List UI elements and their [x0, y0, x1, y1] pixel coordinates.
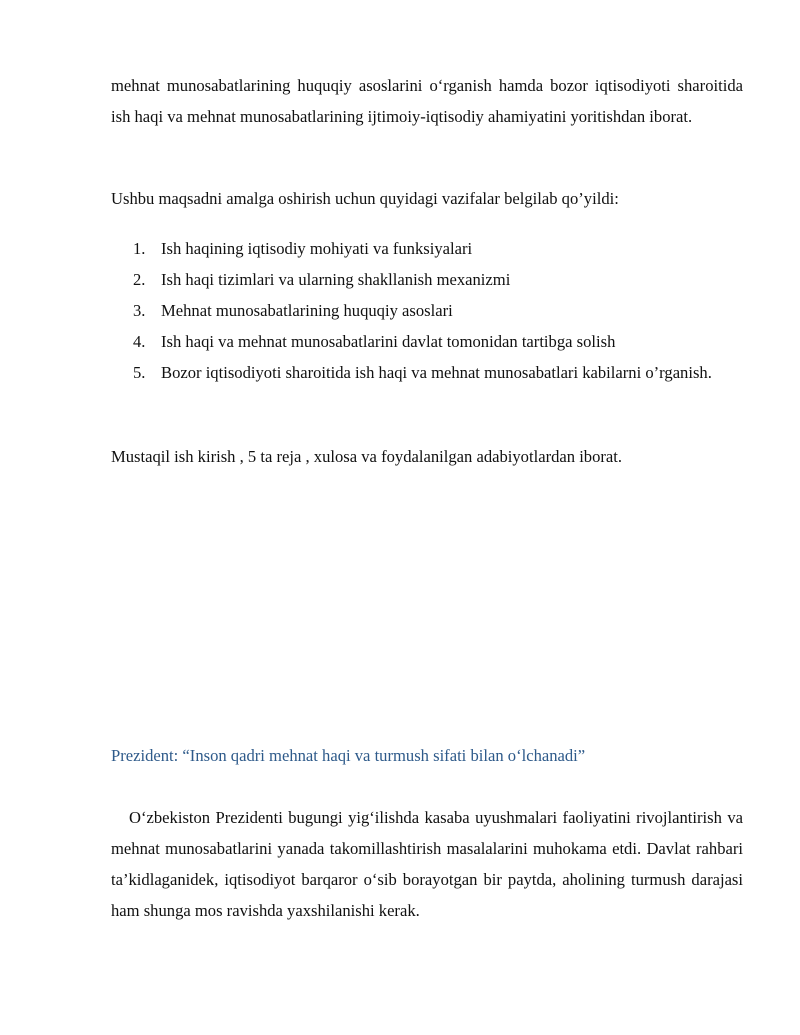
list-item-text: Bozor iqtisodiyoti sharoitida ish haqi va mehnat munosabatlari kabilarni o’rganish.: [161, 363, 712, 382]
tasks-intro-paragraph: Ushbu maqsadni amalga oshirish uchun quyidagi vazifalar belgilab qo’yildi:: [111, 189, 619, 208]
list-item-number: 4.: [133, 332, 146, 351]
list-item: [111, 326, 743, 357]
list-item-text: Ish haqining iqtisodiy mohiyati va funksiyalari: [161, 239, 473, 258]
intro-paragraph: mehnat munosabatlarining huquqiy asoslarini o‘rganish hamda bozor iqtisodiyoti sharoitida ish haqi va mehnat munosabatlarining ijtimoiy-iqtisodiy ahamiyatini yoritishdan iborat.: [111, 76, 743, 126]
structure-paragraph: Mustaqil ish kirish , 5 ta reja , xulosa va foydalanilgan adabiyotlardan iborat.: [111, 447, 623, 466]
list-item-number: 3.: [133, 301, 146, 320]
list-item-text: Ish haqi va mehnat munosabatlarini davlat tomonidan tartibga solish: [161, 332, 616, 351]
body-paragraph: O‘zbekiston Prezidenti bugungi yig‘ilishda kasaba uyushmalari faoliyatini rivojlantirish va mehnat munosabatlarini yanada takomillashtirish masalalarini muhokama etdi. Davlat rahbari ta’kidlaganidek, iqtisodiyot barqaror o‘sib borayotgan bir paytda, aholining turmush darajasi ham shunga mos ravishda yaxshilanishi kerak.: [111, 808, 743, 920]
list-item-text: Mehnat munosabatlarining huquqiy asoslari: [161, 301, 453, 320]
list-item: [111, 233, 743, 264]
list-item-number: 2.: [133, 270, 146, 289]
list-item: [111, 295, 743, 326]
list-item: [111, 357, 743, 388]
list-item-number: 1.: [133, 239, 146, 258]
list-item-number: 5.: [133, 363, 146, 382]
task-list: [111, 233, 743, 388]
list-item: [111, 264, 743, 295]
list-item-text: Ish haqi tizimlari va ularning shakllanish mexanizmi: [161, 270, 511, 289]
section-heading: Prezident: “Inson qadri mehnat haqi va turmush sifati bilan o‘lchanadi”: [111, 746, 586, 765]
